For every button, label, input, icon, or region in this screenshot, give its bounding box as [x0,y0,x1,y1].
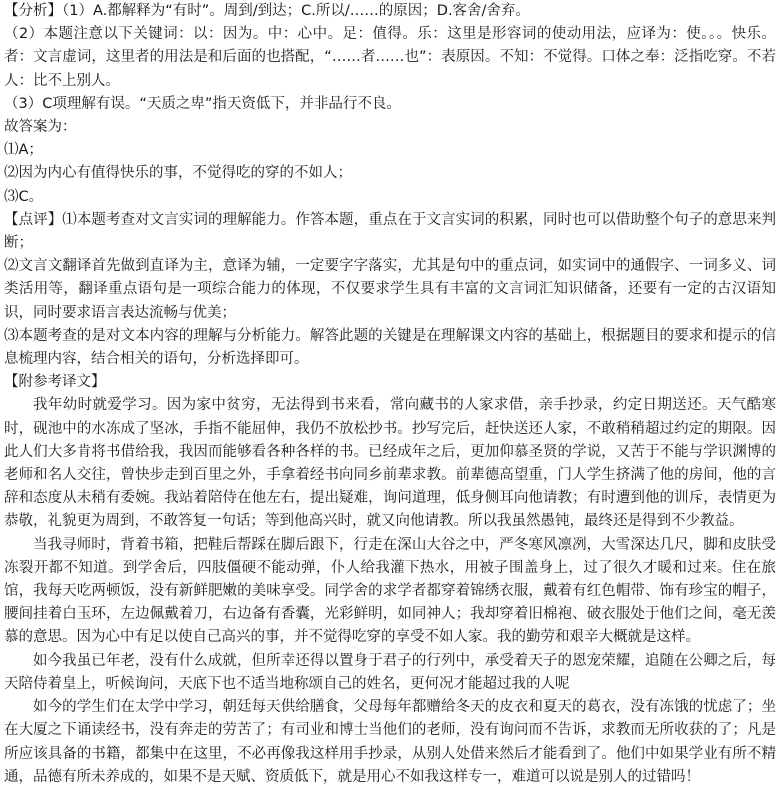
answer-label: 故答案为： [4,119,77,136]
translation-paragraph-3: 如今我虽已年老，没有什么成就，但所幸还得以置身于君子的行列中，承受着天子的恩宠荣耀，追随在公卿之后，每天陪侍着皇上，听候询问，天底下也不适当地称颂自己的姓名，更何况才能超过我的人呢 [4,652,776,692]
analysis-q3: （3）C项理解有误。“天质之卑”指天资低下，并非品行不良。 [4,95,401,112]
comment-3: ⑶本题考查的是对文本内容的理解与分析能力。解答此题的关键是在理解课文内容的基础上，根据题目的要求和提示的信息梳理内容，结合相关的语句，分析选择即可。 [4,327,776,368]
analysis-q2: （2）本题注意以下关键词：以：因为。中：心中。足：值得。乐：这里是形容词的使动用法，应译为：使。。。快乐。者：文言虚词，这里者的用法是和后面的也搭配，“……者……也”：表原因。不知：不觉得。口体之奉：泛指吃穿。不若人：比不上别人。 [4,26,776,89]
comment-tag: 【点评】 [4,211,63,228]
answer-3: ⑶C。 [4,188,44,205]
analysis-tag: 【分析】 [4,3,62,19]
translation-paragraph-4: 如今的学生们在太学中学习，朝廷每天供给膳食，父母每年都赠给冬天的皮衣和夏天的葛衣，没有冻饿的忧虑了；坐在大厦之下诵读经书，没有奔走的劳苦了；有司业和博士当他们的老师，没有询问而不告诉，求教而无所收获的了；凡是所应该具备的书籍，都集中在这里，不必再像我这样用手抄录，从别人处借来然后才能看到了。他们中如果学业有所不精通，品德有所未养成的，如果不是天赋、资质低下，就是用心不如我这样专一，难道可以说是别人的过错吗！ [4,699,776,785]
translation-tag: 【附参考译文】 [4,374,106,391]
comment-2: ⑵文言文翻译首先做到直译为主，意译为辅，一定要字字落实，尤其是句中的重点词，如实词中的通假字、一词多义、词类活用等，翻译重点语句是一项综合能力的体现，不仅要求学生具有丰富的文言词汇知识储备，还要有一定的古汉语知识，同时要求语言表达流畅与优美； [4,258,776,321]
answer-1: ⑴A； [4,142,43,159]
comment-1: 【点评】⑴本题考查对文言实词的理解能力。作答本题，重点在于文言实词的积累，同时也可以借助整个句子的意思来判断； [4,211,777,252]
translation-paragraph-1: 我年幼时就爱学习。因为家中贫穷，无法得到书来看，常向藏书的人家求借，亲手抄录，约定日期送还。天气酷寒时，砚池中的水冻成了坚冰，手指不能屈伸，我仍不放松抄书。抄写完后，赶快送还人家，不敢稍稍超过约定的期限。因此人们大多肯将书借给我，我因而能够看各种各样的书。已经成年之后，更加仰慕圣贤的学说，又苦于不能与学识渊博的老师和名人交往，曾快步走到百里之外，手拿着经书向同乡前辈求教。前辈德高望重，门人学生挤满了他的房间，他的言辞和态度从未稍有委婉。我站着陪侍在他左右，提出疑难，询问道理，低身侧耳向他请教；有时遭到他的训斥，表情更为恭敬，礼貌更为周到，不敢答复一句话；等到他高兴时，就又向他请教。所以我虽然愚钝，最终还是得到不少教益。 [4,397,776,530]
answer-2: ⑵因为内心有值得快乐的事，不觉得吃的穿的不如人； [4,165,352,182]
analysis-q1: 【分析】（1）A.都解释为“有时”。周到/到达；C.所以/……的原因；D.客舍/舍弃。 [4,3,530,19]
translation-paragraph-2: 当我寻师时，背着书箱，把鞋后帮踩在脚后跟下，行走在深山大谷之中，严冬寒风凛冽，大雪深达几尺，脚和皮肤受冻裂开都不知道。到学舍后，四肢僵硬不能动弹，仆人给我灌下热水，用被子围盖身上，过了很久才暖和过来。住在旅馆，我每天吃两顿饭，没有新鲜肥嫩的美味享受。同学舍的求学者都穿着锦绣衣服，戴着有红色帽带、饰有珍宝的帽子，腰间挂着白玉环，左边佩戴着刀，右边备有香囊，光彩鲜明，如同神人；我却穿着旧棉袍、破衣服处于他们之间，毫无羡慕的意思。因为心中有足以使自己高兴的事，并不觉得吃穿的享受不如人家。我的勤劳和艰辛大概就是这样。 [4,536,776,646]
